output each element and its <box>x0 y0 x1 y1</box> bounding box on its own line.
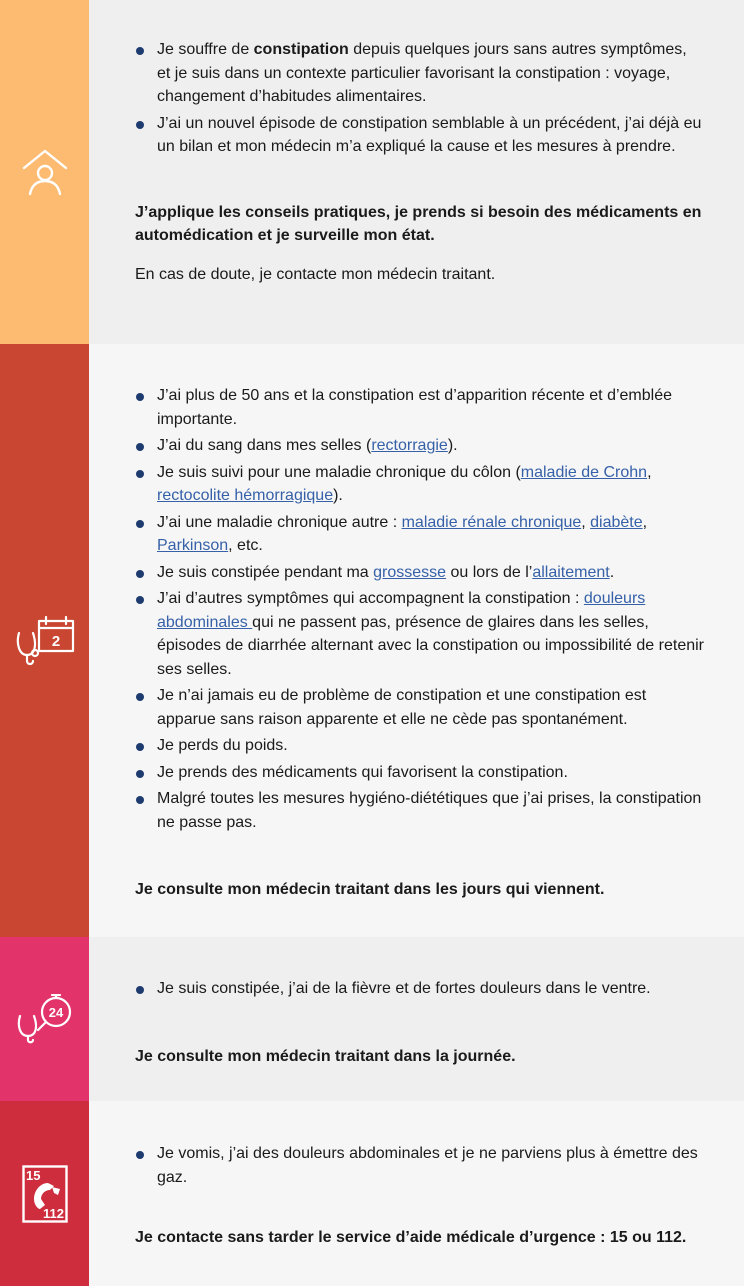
section-content <box>89 937 744 1101</box>
link-maladie-renale[interactable]: maladie rénale chronique <box>401 513 582 531</box>
advice-section-self-care <box>0 0 744 344</box>
section-content <box>89 0 744 344</box>
list-item: J’ai une maladie chronique autre : maladie rénale chronique, diabète, Parkinson, etc. <box>135 511 704 558</box>
emergency-phone-icon <box>22 1165 68 1223</box>
home-person-icon <box>22 148 68 196</box>
list-item: Je prends des médicaments qui favorisent la constipation. <box>135 761 704 785</box>
action-text: Je contacte sans tarder le service d’aide médicale d’urgence : 15 ou 112. <box>135 1229 687 1246</box>
list-item: Je souffre de constipation depuis quelques jours sans autres symptômes, et je suis dans un contexte particulier favorisant la constipation : voyage, changement d’habitudes alimentaires. <box>135 38 704 109</box>
link-rectorragie[interactable]: rectorragie <box>371 437 448 454</box>
symptom-list <box>135 38 704 159</box>
list-item: Je perds du poids. <box>135 734 704 758</box>
advice-section-consult-days <box>0 344 744 937</box>
link-allaitement[interactable]: allaitement <box>532 563 610 581</box>
link-douleurs-abdominales[interactable]: douleurs abdominales <box>157 590 646 631</box>
section-side-bar <box>0 937 89 1101</box>
svg-text:24: 24 <box>48 1005 63 1020</box>
link-rectocolite[interactable]: rectocolite hémorragique <box>157 487 334 504</box>
link-diabete[interactable]: diabète <box>590 513 643 531</box>
svg-text:2: 2 <box>51 632 60 650</box>
symptom-list <box>135 977 704 1001</box>
advice-section-consult-today <box>0 937 744 1101</box>
list-item: Je vomis, j’ai des douleurs abdominales et je ne parviens plus à émettre des gaz. <box>135 1142 704 1189</box>
list-item: Malgré toutes les mesures hygiéno-diététiques que j’ai prises, la constipation ne passe pas. <box>135 787 704 834</box>
section-side-bar <box>0 1101 89 1286</box>
list-item: Je suis constipée, j’ai de la fièvre et de fortes douleurs dans le ventre. <box>135 977 704 1001</box>
symptom-list <box>135 384 704 834</box>
list-item: J’ai d’autres symptômes qui accompagnent la constipation : douleurs abdominales qui ne passent pas, présence de glaires dans les selles, épisodes de diarrhée alternant avec la constipation ou impossibilité de retenir ses selles. <box>135 587 704 681</box>
list-item: Je n’ai jamais eu de problème de constipation et une constipation est apparue sans raison apparente et elle ne cède pas spontanément. <box>135 684 704 731</box>
symptom-list <box>135 1142 704 1189</box>
svg-text:15: 15 <box>25 1167 40 1183</box>
link-maladie-de-crohn[interactable]: maladie de Crohn <box>520 463 648 481</box>
svg-text:112: 112 <box>42 1205 64 1221</box>
action-text: Je consulte mon médecin traitant dans les jours qui viennent. <box>135 881 605 898</box>
list-item: J’ai plus de 50 ans et la constipation est d’apparition récente et d’emblée importante. <box>135 384 704 431</box>
list-item: J’ai un nouvel épisode de constipation semblable à un précédent, j’ai déjà eu un bilan et mon médecin m’a expliqué la cause et les mesures à prendre. <box>135 112 704 159</box>
advice-section-emergency <box>0 1101 744 1286</box>
action-text: J’applique les conseils pratiques, je prends si besoin des médicaments en automédication et je surveille mon état. <box>135 203 702 244</box>
section-side-bar <box>0 344 89 937</box>
link-grossesse[interactable]: grossesse <box>373 563 447 581</box>
list-item: Je suis suivi pour une maladie chronique du côlon (maladie de Crohn, rectocolite hémorragique). <box>135 461 704 508</box>
stethoscope-calendar-icon <box>15 615 75 667</box>
note-text: En cas de doute, je contacte mon médecin traitant. <box>135 265 496 283</box>
section-side-bar <box>0 0 89 344</box>
link-parkinson[interactable]: Parkinson <box>157 537 229 554</box>
list-item: Je suis constipée pendant ma grossesse ou lors de l’allaitement. <box>135 561 704 585</box>
stethoscope-24h-icon <box>16 994 74 1044</box>
section-content <box>89 344 744 937</box>
section-content <box>89 1101 744 1286</box>
list-item: J’ai du sang dans mes selles (rectorragie). <box>135 434 704 458</box>
action-text: Je consulte mon médecin traitant dans la journée. <box>135 1047 516 1065</box>
